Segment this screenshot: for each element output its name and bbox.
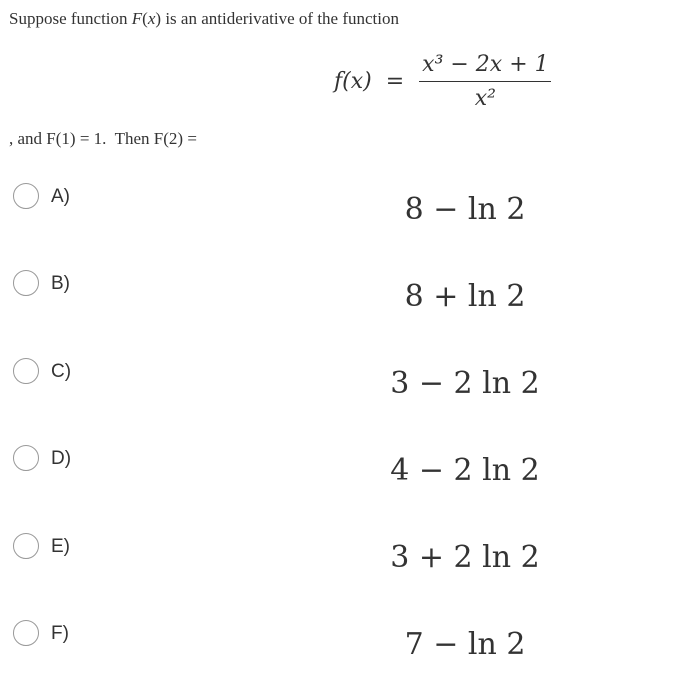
option-label-c: C) [51,361,72,382]
option-answer-a: 8 − ln 2 [404,192,526,227]
formula-denominator: x² [474,85,496,111]
option-answer-f: 7 − ln 2 [404,627,526,662]
option-label-d: D) [51,448,72,469]
then-expr: F(2) = [153,129,197,148]
option-answer-d: 4 − 2 ln 2 [390,453,540,488]
option-answer-b: 8 + ln 2 [404,279,526,314]
question-intro: Suppose function [9,9,132,28]
radio-button-c[interactable] [13,358,39,384]
radio-button-f[interactable] [13,620,39,646]
formula-fraction [418,52,552,111]
radio-button-b[interactable] [13,270,39,296]
formula-equals: = [385,68,405,94]
condition-expr: F(1) = 1. [46,129,107,148]
condition-prefix: , and [9,129,47,148]
option-label-e: E) [51,536,70,557]
function-formula [334,46,553,116]
option-answer-c: 3 − 2 ln 2 [390,366,540,401]
then-text: Then [106,129,154,148]
condition-text [9,129,197,149]
question-F: F [131,9,143,28]
formula-lhs: f(x) [334,68,372,94]
radio-button-a[interactable] [13,183,39,209]
option-label-b: B) [51,273,70,294]
radio-button-e[interactable] [13,533,39,559]
question-text: Suppose function F(x) is an antiderivative of the function [9,9,399,28]
option-label-a: A) [51,186,70,207]
formula-numerator: x³ − 2x + 1 [422,51,549,77]
option-answer-e: 3 + 2 ln 2 [390,540,540,575]
radio-button-d[interactable] [13,445,39,471]
question-x: x [147,9,156,28]
question-intro-rest: is an antiderivative of the function [161,9,399,28]
option-label-f: F) [51,623,69,644]
